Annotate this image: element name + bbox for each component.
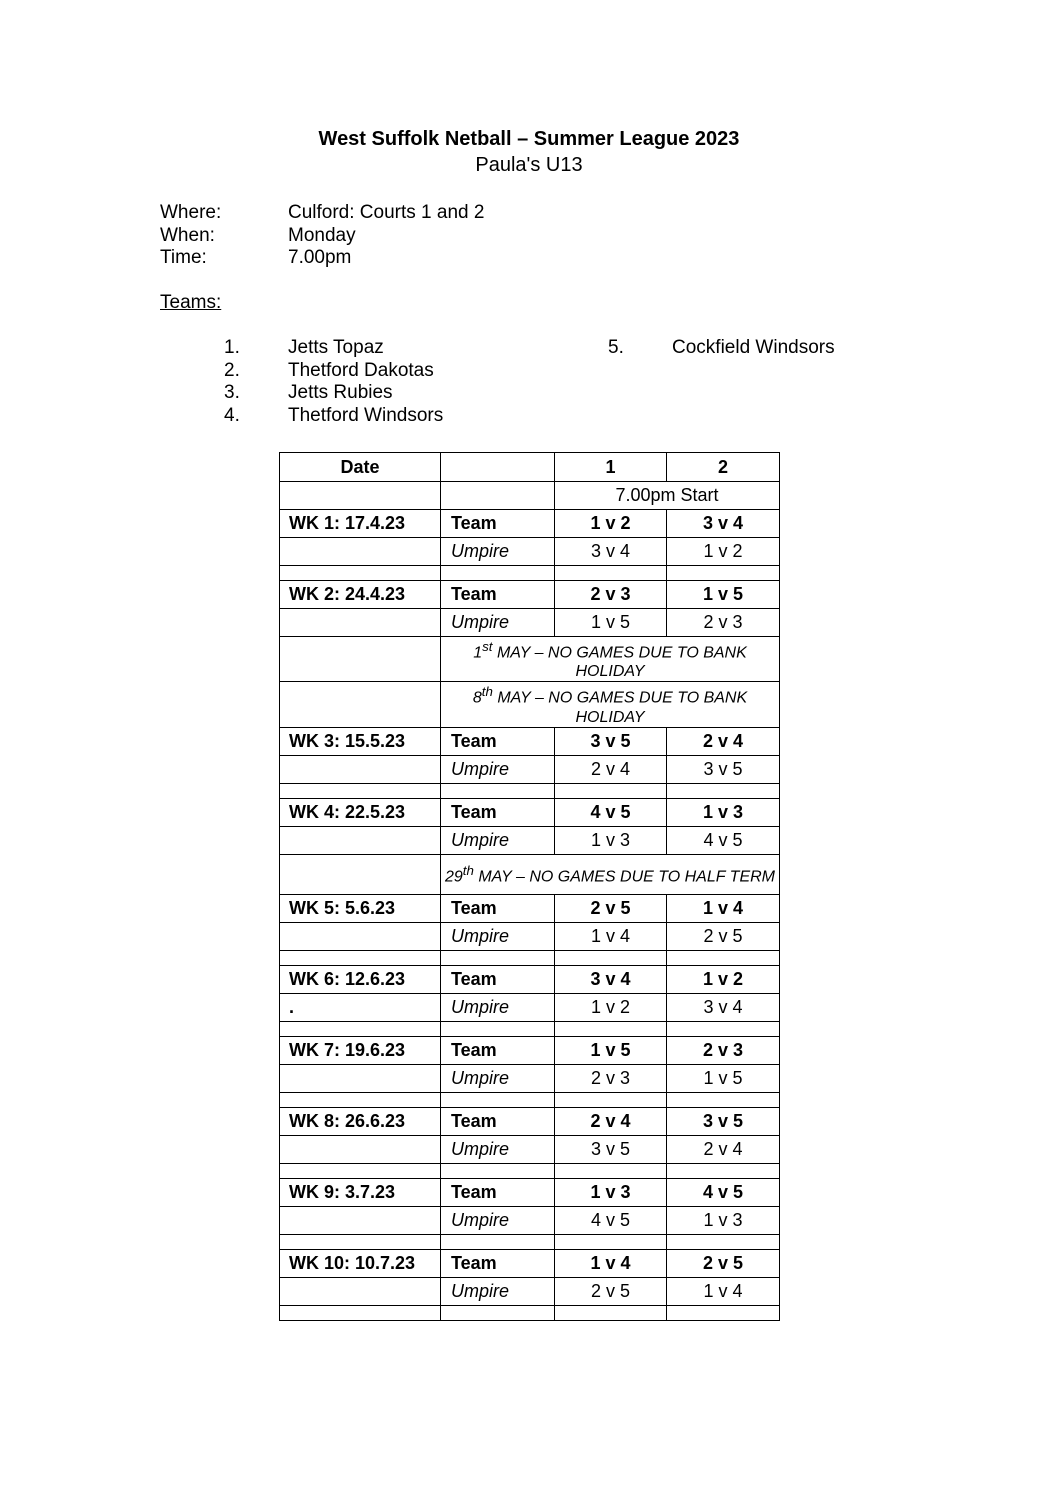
note-text: MAY – NO GAMES DUE TO BANK HOLIDAY (492, 644, 747, 681)
team-number: 2. (224, 360, 240, 381)
table-cell (280, 538, 441, 566)
team-number: 3. (224, 382, 240, 403)
court-2-umpire: 2 v 3 (667, 609, 780, 637)
week-date: WK 2: 24.4.23 (280, 581, 441, 609)
table-cell (280, 854, 441, 894)
court-1-match: 1 v 3 (555, 1178, 667, 1206)
spacer-row (280, 566, 780, 581)
court-1-match: 3 v 5 (555, 727, 667, 755)
table-cell (280, 1064, 441, 1092)
note-day: 29 (444, 868, 463, 886)
table-cell (280, 609, 441, 637)
umpire-row (280, 1277, 780, 1305)
note-day-suffix: th (462, 863, 474, 879)
umpire-label: Umpire (441, 755, 555, 783)
court-2-umpire: 1 v 3 (667, 1206, 780, 1234)
umpire-label: Umpire (441, 922, 555, 950)
court-2-match: 1 v 2 (667, 965, 780, 993)
team-number: 1. (224, 337, 240, 358)
umpire-label: Umpire (441, 1064, 555, 1092)
team-label: Team (441, 727, 555, 755)
page-subtitle: Paula's U13 (475, 154, 583, 176)
umpire-label: Umpire (441, 826, 555, 854)
column-header-blank (441, 453, 555, 482)
court-1-umpire: 2 v 4 (555, 755, 667, 783)
court-2-umpire: 3 v 5 (667, 755, 780, 783)
team-label: Team (441, 1107, 555, 1135)
court-2-match: 2 v 3 (667, 1036, 780, 1064)
column-header-court-2: 2 (667, 453, 780, 482)
court-1-match: 3 v 4 (555, 965, 667, 993)
team-label: Team (441, 965, 555, 993)
no-games-note (441, 637, 780, 682)
table-cell-dot: . (280, 993, 441, 1021)
umpire-row (280, 1135, 780, 1163)
week-date: WK 4: 22.5.23 (280, 798, 441, 826)
no-games-note (441, 854, 780, 894)
week-date: WK 8: 26.6.23 (280, 1107, 441, 1135)
spacer-row (280, 1163, 780, 1178)
team-row (280, 510, 780, 538)
umpire-row (280, 826, 780, 854)
where-label: Where: (160, 202, 222, 223)
team-row (280, 798, 780, 826)
note-row (280, 854, 780, 894)
note-day: 1 (473, 644, 483, 662)
court-1-match: 1 v 4 (555, 1249, 667, 1277)
court-1-match: 1 v 2 (555, 510, 667, 538)
court-2-match: 2 v 4 (667, 727, 780, 755)
court-2-umpire: 2 v 5 (667, 922, 780, 950)
note-row (280, 637, 780, 682)
team-label: Team (441, 1249, 555, 1277)
team-label: Team (441, 1036, 555, 1064)
umpire-label: Umpire (441, 609, 555, 637)
court-1-umpire: 3 v 5 (555, 1135, 667, 1163)
week-date: WK 9: 3.7.23 (280, 1178, 441, 1206)
column-header-court-1: 1 (555, 453, 667, 482)
note-day-suffix: st (482, 639, 493, 654)
court-2-match: 4 v 5 (667, 1178, 780, 1206)
umpire-label: Umpire (441, 1277, 555, 1305)
team-name: Cockfield Windsors (672, 337, 835, 358)
schedule-table (279, 452, 780, 1321)
table-cell (280, 482, 441, 510)
umpire-label: Umpire (441, 1135, 555, 1163)
table-cell (441, 482, 555, 510)
team-name: Jetts Topaz (288, 337, 384, 358)
umpire-label: Umpire (441, 1206, 555, 1234)
table-cell (280, 1135, 441, 1163)
header-row (280, 453, 780, 482)
court-2-match: 1 v 5 (667, 581, 780, 609)
court-2-match: 3 v 5 (667, 1107, 780, 1135)
team-row (280, 581, 780, 609)
court-2-umpire: 3 v 4 (667, 993, 780, 1021)
court-2-match: 1 v 3 (667, 798, 780, 826)
court-1-umpire: 1 v 2 (555, 993, 667, 1021)
court-1-match: 1 v 5 (555, 1036, 667, 1064)
team-row (280, 727, 780, 755)
table-cell (280, 1206, 441, 1234)
court-1-match: 2 v 3 (555, 581, 667, 609)
team-name: Jetts Rubies (288, 382, 393, 403)
week-date: WK 7: 19.6.23 (280, 1036, 441, 1064)
team-label: Team (441, 894, 555, 922)
where-value: Culford: Courts 1 and 2 (288, 202, 485, 223)
umpire-row (280, 755, 780, 783)
page-title: West Suffolk Netball – Summer League 2023 (318, 128, 740, 150)
time-label: Time: (160, 247, 207, 268)
court-2-match: 2 v 5 (667, 1249, 780, 1277)
spacer-row (280, 1092, 780, 1107)
no-games-note (441, 682, 780, 727)
table-cell (280, 755, 441, 783)
time-value: 7.00pm (288, 247, 352, 268)
table-cell (280, 1277, 441, 1305)
team-number: 5. (608, 337, 624, 358)
spacer-row (280, 783, 780, 798)
court-2-umpire: 1 v 2 (667, 538, 780, 566)
team-row (280, 965, 780, 993)
team-number: 4. (224, 405, 240, 426)
court-2-umpire: 1 v 5 (667, 1064, 780, 1092)
note-day: 8 (472, 689, 482, 707)
table-cell (280, 637, 441, 682)
note-text: MAY – NO GAMES DUE TO HALF TERM (473, 868, 775, 886)
week-date: WK 6: 12.6.23 (280, 965, 441, 993)
court-1-umpire: 1 v 3 (555, 826, 667, 854)
court-2-match: 3 v 4 (667, 510, 780, 538)
team-label: Team (441, 798, 555, 826)
court-1-umpire: 1 v 5 (555, 609, 667, 637)
court-1-match: 2 v 5 (555, 894, 667, 922)
week-date: WK 5: 5.6.23 (280, 894, 441, 922)
week-date: WK 3: 15.5.23 (280, 727, 441, 755)
teams-heading: Teams: (160, 292, 222, 313)
table-cell (280, 922, 441, 950)
column-header-date: Date (280, 453, 441, 482)
note-day-suffix: th (481, 684, 493, 700)
court-1-umpire: 2 v 3 (555, 1064, 667, 1092)
umpire-row (280, 922, 780, 950)
umpire-row (280, 993, 780, 1021)
table-cell (280, 682, 441, 727)
team-row (280, 1036, 780, 1064)
note-text: MAY – NO GAMES DUE TO BANK HOLIDAY (492, 689, 748, 726)
when-label: When: (160, 225, 215, 246)
team-row (280, 1107, 780, 1135)
week-date: WK 1: 17.4.23 (280, 510, 441, 538)
court-1-match: 4 v 5 (555, 798, 667, 826)
note-row (280, 682, 780, 727)
table-cell (280, 826, 441, 854)
umpire-label: Umpire (441, 538, 555, 566)
spacer-row (280, 1021, 780, 1036)
team-row (280, 1178, 780, 1206)
team-row (280, 894, 780, 922)
court-1-umpire: 2 v 5 (555, 1277, 667, 1305)
court-1-umpire: 4 v 5 (555, 1206, 667, 1234)
umpire-row (280, 538, 780, 566)
team-row (280, 1249, 780, 1277)
team-label: Team (441, 581, 555, 609)
court-1-umpire: 1 v 4 (555, 922, 667, 950)
team-label: Team (441, 1178, 555, 1206)
team-name: Thetford Windsors (288, 405, 444, 426)
start-row (280, 482, 780, 510)
spacer-row (280, 1234, 780, 1249)
court-2-umpire: 1 v 4 (667, 1277, 780, 1305)
umpire-row (280, 609, 780, 637)
court-1-match: 2 v 4 (555, 1107, 667, 1135)
court-1-umpire: 3 v 4 (555, 538, 667, 566)
umpire-label: Umpire (441, 993, 555, 1021)
court-2-umpire: 4 v 5 (667, 826, 780, 854)
court-2-umpire: 2 v 4 (667, 1135, 780, 1163)
umpire-row (280, 1064, 780, 1092)
team-name: Thetford Dakotas (288, 360, 434, 381)
spacer-row (280, 1305, 780, 1320)
umpire-row (280, 1206, 780, 1234)
when-value: Monday (288, 225, 356, 246)
week-date: WK 10: 10.7.23 (280, 1249, 441, 1277)
team-label: Team (441, 510, 555, 538)
court-2-match: 1 v 4 (667, 894, 780, 922)
start-time: 7.00pm Start (555, 482, 780, 510)
spacer-row (280, 950, 780, 965)
